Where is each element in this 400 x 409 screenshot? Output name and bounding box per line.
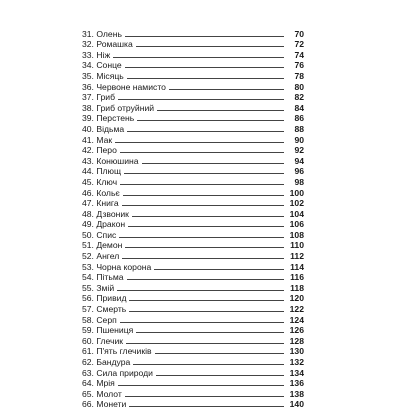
toc-leader-line: [120, 184, 284, 185]
toc-entry-page-number: 74: [294, 49, 304, 60]
toc-entry-title: 63. Сила природи: [82, 367, 153, 378]
toc-entry-title: 58. Серп: [82, 314, 117, 325]
toc-entry-page-number: 134: [289, 367, 304, 378]
toc-leader-line: [154, 269, 284, 270]
toc-entry: [82, 293, 304, 304]
toc-entry: [82, 145, 304, 156]
toc-entry-page-number: 84: [294, 102, 304, 113]
toc-entry-title: 52. Ангел: [82, 251, 120, 262]
toc-entry-title: 49. Дракон: [82, 219, 126, 230]
toc-leader-line: [128, 226, 284, 227]
toc-entry-title: 44. Плющ: [82, 166, 122, 177]
toc-leader-line: [125, 396, 284, 397]
toc-leader-line: [118, 385, 284, 386]
toc-leader-line: [118, 99, 284, 100]
toc-leader-line: [123, 195, 284, 196]
toc-entry-title: 57. Смерть: [82, 304, 127, 315]
toc-entry-title: 55. Змій: [82, 282, 115, 293]
toc-entry: [82, 28, 304, 39]
toc-entry-page-number: 80: [294, 81, 304, 92]
toc-entry-page-number: 96: [294, 166, 304, 177]
toc-entry-title: 59. Пшениця: [82, 325, 134, 336]
toc-leader-line: [127, 131, 284, 132]
toc-entry: [82, 134, 304, 145]
toc-leader-line: [125, 36, 284, 37]
toc-entry-page-number: 126: [289, 325, 304, 336]
toc-entry-title: 46. Кольє: [82, 187, 120, 198]
toc-entry-page-number: 106: [289, 219, 304, 230]
toc-leader-line: [115, 142, 284, 143]
toc-entry: [82, 176, 304, 187]
toc-entry: [82, 261, 304, 272]
toc-entry-page-number: 86: [294, 113, 304, 124]
toc-leader-line: [155, 353, 284, 354]
toc-leader-line: [117, 290, 284, 291]
toc-leader-line: [133, 364, 284, 365]
toc-leader-line: [122, 205, 284, 206]
toc-leader-line: [129, 406, 284, 407]
toc-entry-page-number: 72: [294, 39, 304, 50]
toc-entry: [82, 113, 304, 124]
toc-entry-title: 45. Ключ: [82, 176, 118, 187]
toc-entry-title: 39. Перстень: [82, 113, 135, 124]
toc-entry-page-number: 116: [290, 272, 304, 283]
toc-entry-page-number: 128: [289, 335, 304, 346]
toc-entry: [82, 49, 304, 60]
toc-entry: [82, 303, 304, 314]
toc-leader-line: [127, 78, 284, 79]
toc-entry: [82, 346, 304, 357]
toc-entry: [82, 166, 304, 177]
toc-leader-line: [136, 46, 284, 47]
toc-entry-title: 31. Олень: [82, 28, 122, 39]
toc-leader-line: [125, 247, 284, 248]
toc-entry-title: 64. Мрія: [82, 378, 115, 389]
toc-entry-title: 56. Привид: [82, 293, 127, 304]
toc-entry-title: 41. Мак: [82, 134, 113, 145]
toc-entry-title: 62. Бандура: [82, 357, 131, 367]
toc-entry: [82, 282, 304, 293]
toc-entry-title: 36. Червоне намисто: [82, 81, 166, 92]
toc-leader-line: [132, 216, 284, 217]
toc-entry: [82, 272, 304, 283]
toc-entry: [82, 356, 304, 367]
toc-entry-page-number: 138: [289, 388, 304, 399]
toc-entry-title: 42. Перо: [82, 145, 117, 156]
toc-entry: [82, 314, 304, 325]
toc-entry: [82, 219, 304, 230]
toc-entry-title: 43. Конюшина: [82, 155, 139, 166]
toc-entry-page-number: 140: [289, 399, 304, 409]
toc-leader-line: [157, 110, 284, 111]
toc-entry: [82, 208, 304, 219]
toc-entry: [82, 60, 304, 71]
toc-entry-title: 37. Гриб: [82, 92, 116, 103]
toc-entry-page-number: 120: [289, 293, 304, 304]
toc-leader-line: [129, 300, 284, 301]
toc-leader-line: [129, 311, 284, 312]
toc-entry: [82, 70, 304, 81]
toc-entry-title: 33. Ніж: [82, 49, 111, 60]
toc-entry-title: 34. Сонце: [82, 60, 122, 71]
toc-entry-title: 35. Місяць: [82, 70, 124, 81]
toc-entry: [82, 155, 304, 166]
toc-entry-page-number: 112: [290, 251, 304, 262]
toc-entry: [82, 81, 304, 92]
toc-leader-line: [126, 343, 284, 344]
toc-leader-line: [137, 120, 284, 121]
toc-entry-page-number: 130: [289, 346, 304, 357]
toc-leader-line: [169, 89, 284, 90]
toc-entry-page-number: 118: [290, 282, 304, 293]
toc-leader-line: [122, 258, 284, 259]
toc-leader-line: [113, 57, 284, 58]
toc-entry: [82, 92, 304, 103]
toc-entry: [82, 240, 304, 251]
toc-entry: [82, 198, 304, 209]
toc-leader-line: [125, 67, 284, 68]
toc-entry: [82, 229, 304, 240]
toc-leader-line: [119, 237, 284, 238]
toc-entry-page-number: 136: [289, 378, 304, 389]
toc-entry-title: 61. П'ять глечиків: [82, 346, 152, 357]
toc-entry-page-number: 70: [294, 28, 304, 39]
toc-entry-page-number: 98: [294, 176, 304, 187]
toc-entry-page-number: 114: [290, 261, 304, 272]
toc-entry-page-number: 122: [289, 304, 304, 315]
toc-entry-title: 32. Ромашка: [82, 39, 133, 50]
toc-entry-title: 40. Відьма: [82, 123, 125, 134]
toc-entry-page-number: 124: [289, 314, 304, 325]
toc-entry-title: 51. Демон: [82, 240, 123, 251]
toc-entry-page-number: 110: [290, 240, 304, 251]
toc-entry-title: 65. Молот: [82, 388, 122, 399]
toc-entry: [82, 187, 304, 198]
toc-entry: [82, 388, 304, 399]
table-of-contents: [82, 28, 304, 409]
toc-entry-page-number: 108: [289, 229, 304, 240]
toc-entry-page-number: 104: [289, 208, 304, 219]
toc-entry-page-number: 100: [289, 187, 304, 198]
toc-entry: [82, 123, 304, 134]
toc-entry: [82, 335, 304, 346]
toc-leader-line: [156, 375, 284, 376]
toc-leader-line: [142, 163, 284, 164]
toc-entry: [82, 399, 304, 409]
toc-leader-line: [127, 279, 284, 280]
toc-entry-title: 47. Книга: [82, 198, 119, 209]
toc-entry-page-number: 78: [294, 70, 304, 81]
toc-entry-page-number: 76: [294, 60, 304, 71]
toc-entry-title: 66. Монети: [82, 399, 127, 409]
toc-entry-page-number: 90: [294, 134, 304, 145]
toc-leader-line: [124, 173, 284, 174]
toc-entry-title: 54. Пітьма: [82, 272, 124, 283]
toc-entry-page-number: 82: [294, 92, 304, 103]
toc-leader-line: [136, 332, 284, 333]
toc-entry: [82, 39, 304, 50]
toc-entry: [82, 325, 304, 336]
toc-entry-page-number: 132: [289, 357, 304, 367]
toc-entry-page-number: 102: [289, 198, 304, 209]
toc-entry-title: 50. Спис: [82, 229, 117, 240]
toc-entry-title: 60. Глечик: [82, 335, 124, 346]
toc-entry: [82, 367, 304, 378]
toc-leader-line: [120, 152, 284, 153]
toc-entry-title: 53. Чорна корона: [82, 261, 152, 272]
toc-leader-line: [120, 322, 284, 323]
toc-entry: [82, 378, 304, 389]
toc-entry-page-number: 94: [294, 155, 304, 166]
toc-entry-page-number: 88: [294, 123, 304, 134]
toc-entry-page-number: 92: [294, 145, 304, 156]
toc-entry: [82, 250, 304, 261]
toc-entry: [82, 102, 304, 113]
toc-entry-title: 38. Гриб отруйний: [82, 102, 155, 113]
toc-entry-title: 48. Дзвоник: [82, 208, 129, 219]
